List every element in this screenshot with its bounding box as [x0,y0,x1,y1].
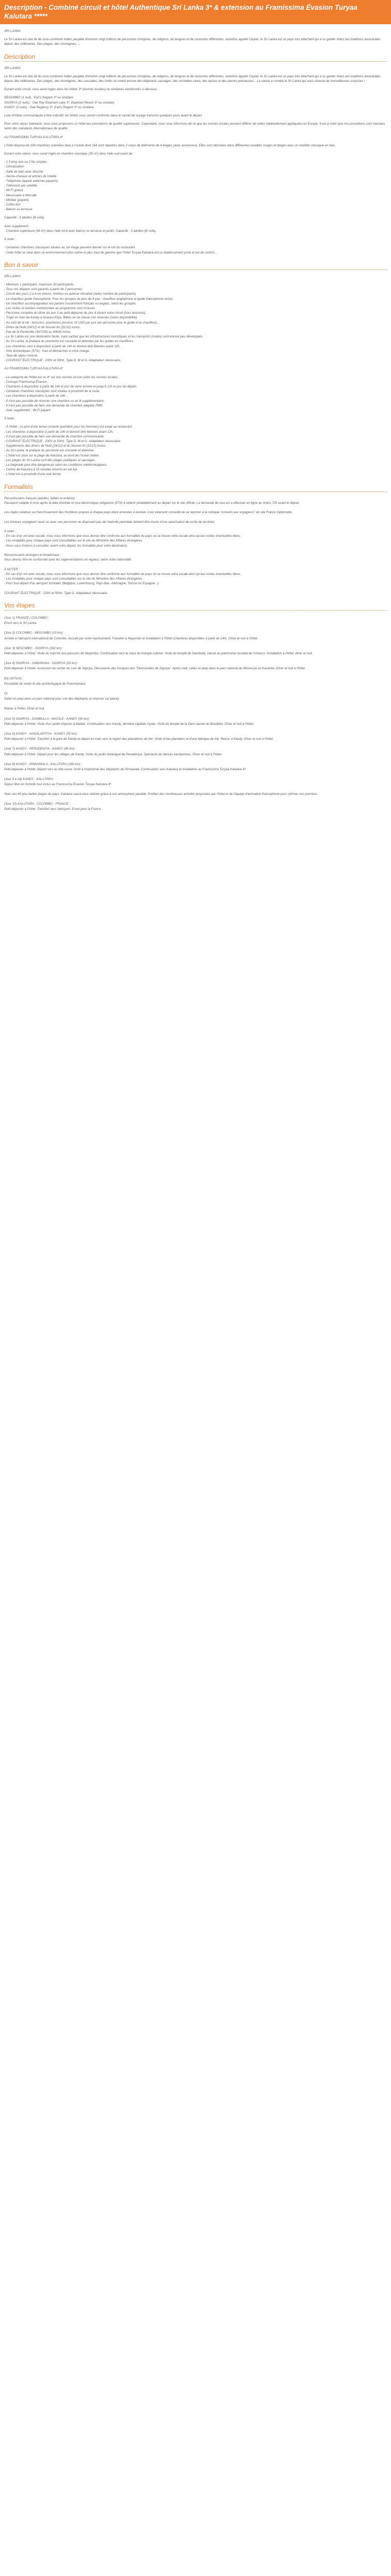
day-text: Petit-déjeuner à l'hôtel. Départ pour les villages de Kandy. Visite du jardin botanique de Peradeniya. Spectacle de danses kandyennes. Dîner et nuit à l'hôtel. [4,752,222,756]
hotel-amenities: - 1,5 king size ou 2 lits simples - Climatisation - Salle de bain avec douche - Sèche-cheveux et articles de toilette - Téléphone (appels externes payants) - Télévision par satellite - Wi-Fi gratuit - Nécessaire à thé/café - Minibar (payant) - Coffre-fort - Balcon ou terrasse [4,160,58,212]
day-head: (Jour 9 à 14) KANDY - KALUTARA : [4,777,55,782]
tips-hotel-head: AU FRAMISSIMA TURYAA KALUTARA 4* [4,367,63,371]
day-head: Retour à l'hôtel. Dîner et nuit. [4,707,45,711]
day-item [4,661,387,671]
tips-divider [4,269,387,270]
formalities-text: Ressortissants français (adultes, bébés et enfants) : Passeport valable 6 mois après la date d'entrée et visa électronique obligatoire (ETA) à obtenir préalablement au départ sur le site officiel. La demande de visa est à effectuer en ligne au moins 72h avant le départ. Les règles relatives au franchissement des frontières propres à chaque pays étant amenées à évoluer, il est vivement conseillé de se reporter à la rubrique "conseils aux voyageurs" du site France Diplomatie. Les mineurs voyageant seuls ou avec une personne ne disposant pas de l'autorité parentale doivent être munis d'une autorisation de sortie de territoire. À noter : - En cas d'un vol avec escale, nous vous informons que vous devrez être conforme aux formalités du pays où se trouve votre escale ainsi qu'aux visites éventuelles libres. - Les modalités pour chaque pays sont consultables sur le site du Ministère des Affaires étrangères. - Nous vous invitons à consulter, avant votre départ, les formalités pour votre destination. Ressortissants étrangers et binationaux : Vous devrez être en conformité avec les réglementations en vigueur, selon votre nationalité. À NOTER : - En cas d'un vol avec escale, nous vous informons que vous devrez être conforme aux formalités du pays où se trouve votre escale ainsi qu'aux visites éventuelles libres. - Les modalités pour chaque pays sont consultables sur le site du Ministère des Affaires étrangères. - Pour tout départ d'un aéroport frontalier (Belgique, Luxembourg, Pays-Bas, Allemagne, Suisse ou Espagne...). COURANT ÉLECTRIQUE : 230V et 50Hz. Type G. Adaptateur nécessaire. [4,496,300,595]
day-head: (Jour 5) SIGIRIYA - DAMBULLA - MATALE - KANDY (95 km) : [4,717,91,721]
page-title: Description - Combiné circuit et hôtel Authentique Sri Lanka 3* & extension au Framissima Évasion Turyaa Kalutara ***** [4,4,357,20]
day-head: (Jour 2) COLOMBO - NEGOMBO (15 km) : [4,631,64,635]
tips-country: SRI LANKA [4,274,21,278]
day-item [4,646,387,656]
day-item [4,732,387,741]
content [0,29,391,811]
day-item [4,747,387,756]
description-country: SRI LANKA [4,66,21,70]
itinerary-divider [4,610,387,611]
day-item [4,691,387,701]
day-text: Séjour libre en formule tout inclus au Framissima Évasion Turyaa Kalutara 4*. Avec ses 40 plus belles plages du pays, Kalutara saura vous séduire grâce à son atmosphère paisible. Profitez des nombreuses activités proposées par l'hôtel et de l'équipe d'animation francophone pour rythmer vos journées. [4,783,318,796]
tips-text: - Minimum 1 participant, maximum 30 participants. - Tous nos départs sont garantis à partir de 2 personnes. - Circuit des jours 2 à 6 en voiture, minibus ou autocar climatisé (selon nombre de participants). - Le chauffeur-guide francophone. Pour les groupes de plus de 9 pax : chauffeur anglophone et guide francophone inclus. - Un chauffeur accompagnateur est parlant couramment français ou anglais, selon les groupes. - Les visites et entrées mentionnées au programme sont incluses. - Personne complète du dîner du jour 2 au petit-déjeuner du jour 8 durant votre circuit (hors boissons). - Trajet en train de Kandy à Nuwara Eliya. Billets en 2e classe non réservés (selon disponibilité). - Au coût de la vie : boissons, pourboires (environ 10 USD par jour par personne pour le guide et le chauffeur)... - Dînes de Noël (24/12) et de Nouvel An (31/12) inclus. - Pas de la Pentecôte (30/7/25) au 8/8/26 inclus. - Le Sri Lanka est une destination facile, mais sachez que les infrastructures touristiques et les transports (routes) sont encore peu développés. - Au Sri Lanka, la pratique du pourboire est courante et attendue par les guides et chauffeurs. - Les chambres sont à disposition à partir de 14h et doivent être libérées avant 12h. - Vols domestiques (ETA) : frais et démarches à votre charge. - Taxe de séjour incluse. - COURANT ÉLECTRIQUE : 230V et 50Hz. Type D, M et G. Adaptateur nécessaire. [4,282,204,363]
hotel-subtitle: AU FRAMISSIMA TURYAA KALUTARA 4* [4,135,63,139]
day-head: (Jour 7) KANDY - PERADENIYA - KANDY (45 km) : [4,747,76,751]
day-text: Petit-déjeuner à l'hôtel. Transfert à la gare de Kandy et départ en train vers la région des plantations de thé. Visite d'une plantation et d'une fabrique de thé. Retour à Kandy. Dîner et nuit à l'hôtel. [4,737,274,741]
day-text: Arrivée à l'aéroport international de Colombo. Accueil par notre représentant. Transfert à Negombo et installation à l'hôtel (chambres disponibles à partir de 14h). Dîner et nuit à l'hôtel. [4,636,258,640]
day-item [4,717,387,726]
day-text: Petit-déjeuner à l'hôtel. Visite d'un jardin d'épices à Matale. Continuation vers Kandy, dernière capitale royale. Visite du temple de la Dent sacrée du Bouddha. Dîner et nuit à l'hôtel. [4,722,254,726]
day-head: (Jour 8) KANDY - PINNAWALA - KALUTARA (180 km) : [4,762,82,766]
day-item [4,616,387,625]
day-head: (Jour 6) KANDY - HANALAPITIYA - KANDY (55 km) : [4,732,79,736]
description-divider [4,61,387,62]
day-text: Petit-déjeuner à l'hôtel. Départ vers la côte ouest. Arrêt à l'orphelinat des éléphants de Pinnawala. Continuation vers Kalutara et installation au Framissima Turyaa Kalutara 4*. [4,767,247,771]
day-text: Envol vers le Sri Lanka. [4,621,38,625]
day-head: (Jour 3) NEGOMBO - SIGIRIYA (160 km) : [4,646,63,650]
description-notice-text: - Certaines chambres classiques situées au 1er étage peuvent donner sur le toit du restaurant. - Cette hôtel se situe dans un environnement plus calme et plus haut de gamme que l'hôtel Turyaa Kalutara est un établissement prisé et est de confort... [4,246,217,255]
itinerary-title: Vos étapes [4,601,35,609]
day-item [4,631,387,640]
description-paragraph: Durant votre circuit, vous serez logés dans les hôtels 3* (normes locales) ou similaires mentionnés ci-dessous : [4,88,159,92]
hotel-paragraph: Durant votre séjour, vous serez logés en chambre classique (35 m²) dans l'aile sud-ouest de : [4,152,134,156]
day-head: EN OPTION : [4,676,23,681]
description-paragraph: Liste d'hôtels communiquée à titre indicatif, les hôtels vous seront confirmés dans le carnet de voyage transmis quelques jours avant le départ. [4,114,203,118]
tips-notice-text: - À l'hôtel : Le port d'une tenue correcte (pantalon pour les hommes) est exigé au restaurant. - Les chambres à disposition à partir de 14h et doivent être libérées avant 12h. - Il n'est pas possible de faire une demande de chambre communicante. - COURANT ÉLECTRIQUE : 230V et 50Hz. Type D, M et G. Adaptateur nécessaire. - Suppléments des dîners de Noël (24/12) et du Nouvel An (31/12) inclus. - Au Sri Lanka, la pratique du pourboire est courante et attendue. - L'hôtel est situé sur la plage de Kalutara, au bord de l'océan Indien. - Les plages du Sri Lanka sont des plages publiques et sauvages. - La baignade peut être dangereuse selon les conditions météorologiques. - Centre de Kalutara à 15 minutes environ en tuk-tuk. - L'hôtel est à proximité d'une voie ferrée. [4,425,133,477]
description-notice-head: À noter : [4,238,17,242]
day-item [4,802,387,811]
day-item [4,706,387,711]
country-label: SRI LANKA [4,29,21,33]
tips-title: Bon à savoir [4,261,39,268]
day-item [4,777,387,796]
hotel-paragraph: L'hôtel dispose de 199 chambres orientées face à l'océan dont 164 sont réparties dans 2 corps de bâtiments de 4 étages (avec ascenseur). Elles sont décorées dans différentes tonalités rouges et beiges avec un mobilier classique en bois. [4,143,336,147]
description-paragraph: NEGOMBO (1 nuit) : Earl's Regent 3* ou similaire SIGIRIYA (2 nuits) : Oak Ray Elephant Lake 3*, Elephant Resort 3* ou similaire KANDY (3 nuits) : Oak Regency 3*, Earl's Regent 3* ou similaire [4,96,115,109]
formalities-title: Formalités [4,483,34,490]
day-head: Or [4,691,8,696]
intro-text: Le Sri Lanka est une île de sous-continent indien peuplée d'environ vingt millions de personnes d'origines, de religions, de langues et de coutumes différentes. Autrefois appelé Ceylan, le Sri Lanka est un pays très attachant qui a su garder intact ses traditions ancestrales depuis des millénaires. Des plages, des montagnes, ... [4,38,381,46]
page-header [0,0,391,24]
description-title: Description [4,53,36,60]
tips-notice-head: À noter : [4,417,17,421]
description-paragraph: Le Sri Lanka est une île du sous-continent indien peuplée d'environ vingt millions de personnes d'origines, de religions, de langues et de coutumes différentes. Autrefois appelé Ceylan, le Sri Lanka est un pays très attachant qui a su garder intact ses traditions ancestrales depuis des millénaires. Des plages, des montagnes, des cascades, des forêts où vivent encore des éléphants sauvages, des orchidées rares, des épices et des pierres précieuses... La nature a comblé le Sri Lanka qui vous réserve de merveilleuses surprises ! [4,74,381,83]
itinerary-list [4,616,387,811]
day-text: Petit-déjeuner à l'hôtel. Transfert vers l'aéroport. Envol pour la France. [4,807,102,811]
day-text: Safari en jeep dans un parc national pour voir des éléphants (à réserver sur place). [4,697,120,701]
day-text: Petit-déjeuner à l'hôtel. Ascension du rocher du Lion de Sigiriya. Découverte des fresques des "Demoiselles de Sigiriya". Après-midi, safari en jeep dans le parc national de Minneriya ou Kaudulla. Dîner et nuit à l'hôtel. [4,667,306,671]
day-head: (Jour 1) FRANCE / COLOMBO : [4,616,50,620]
day-text: Possibilité de visiter le site archéologique de Polonnaruwa. [4,682,86,686]
day-head: (Jour 15) KALUTARA - COLOMBO - FRANCE : [4,802,70,806]
day-text: Petit-déjeuner à l'hôtel. Visite du marché aux poissons de Negombo. Continuation vers le cœur du triangle culturel. Visite du temple de Dambulla, classé au patrimoine mondial de l'Unesco. Installation à l'hôtel, dîner et nuit. [4,651,313,655]
day-item [4,762,387,772]
hotel-paragraph: Avec supplément : - Chambre supérieure (36 m²) dans l'aile nord avec balcon ou terrasse et jardin. Capacité : 3 adultes (lit sofa). [4,224,157,233]
hotel-paragraph: Capacité : 3 adultes (lit sofa). [4,216,45,220]
description-paragraph: Pour votre séjour balnéaire, nous vous proposons un hôtel aux prestations de qualité supérieures. Cependant, nous vous informons de ce que les normes locales peuvent différer de celles habituellement appliquées en Europe. Il est à noter que nos prestations sont classées selon des standards internationaux de qualité. [4,122,385,131]
tips-hotel-text: - La catégorie de l'hôtel est un 4* sur nos normes et non selon les normes locales. - Concept Framissima Évasion. - Chambres à disposition à partir de 14h le jour de votre arrivée et jusqu'à 12h le jour du départ. - Certaines chambres classiques sont situées à proximité de la route. - Les chambres à disposition à partir de 14h... - Il n'est pas possible de réserver une chambre ou un lit supplémentaire. - Il n'est pas possible de faire une demande de chambre adaptée PMR. - Avec supplément : Wi-Fi payant. [4,375,137,412]
day-item [4,676,387,686]
day-head: (Jour 4) SIGIRIYA - HABARANA - SIGIRIYA (50 km) : [4,662,79,666]
